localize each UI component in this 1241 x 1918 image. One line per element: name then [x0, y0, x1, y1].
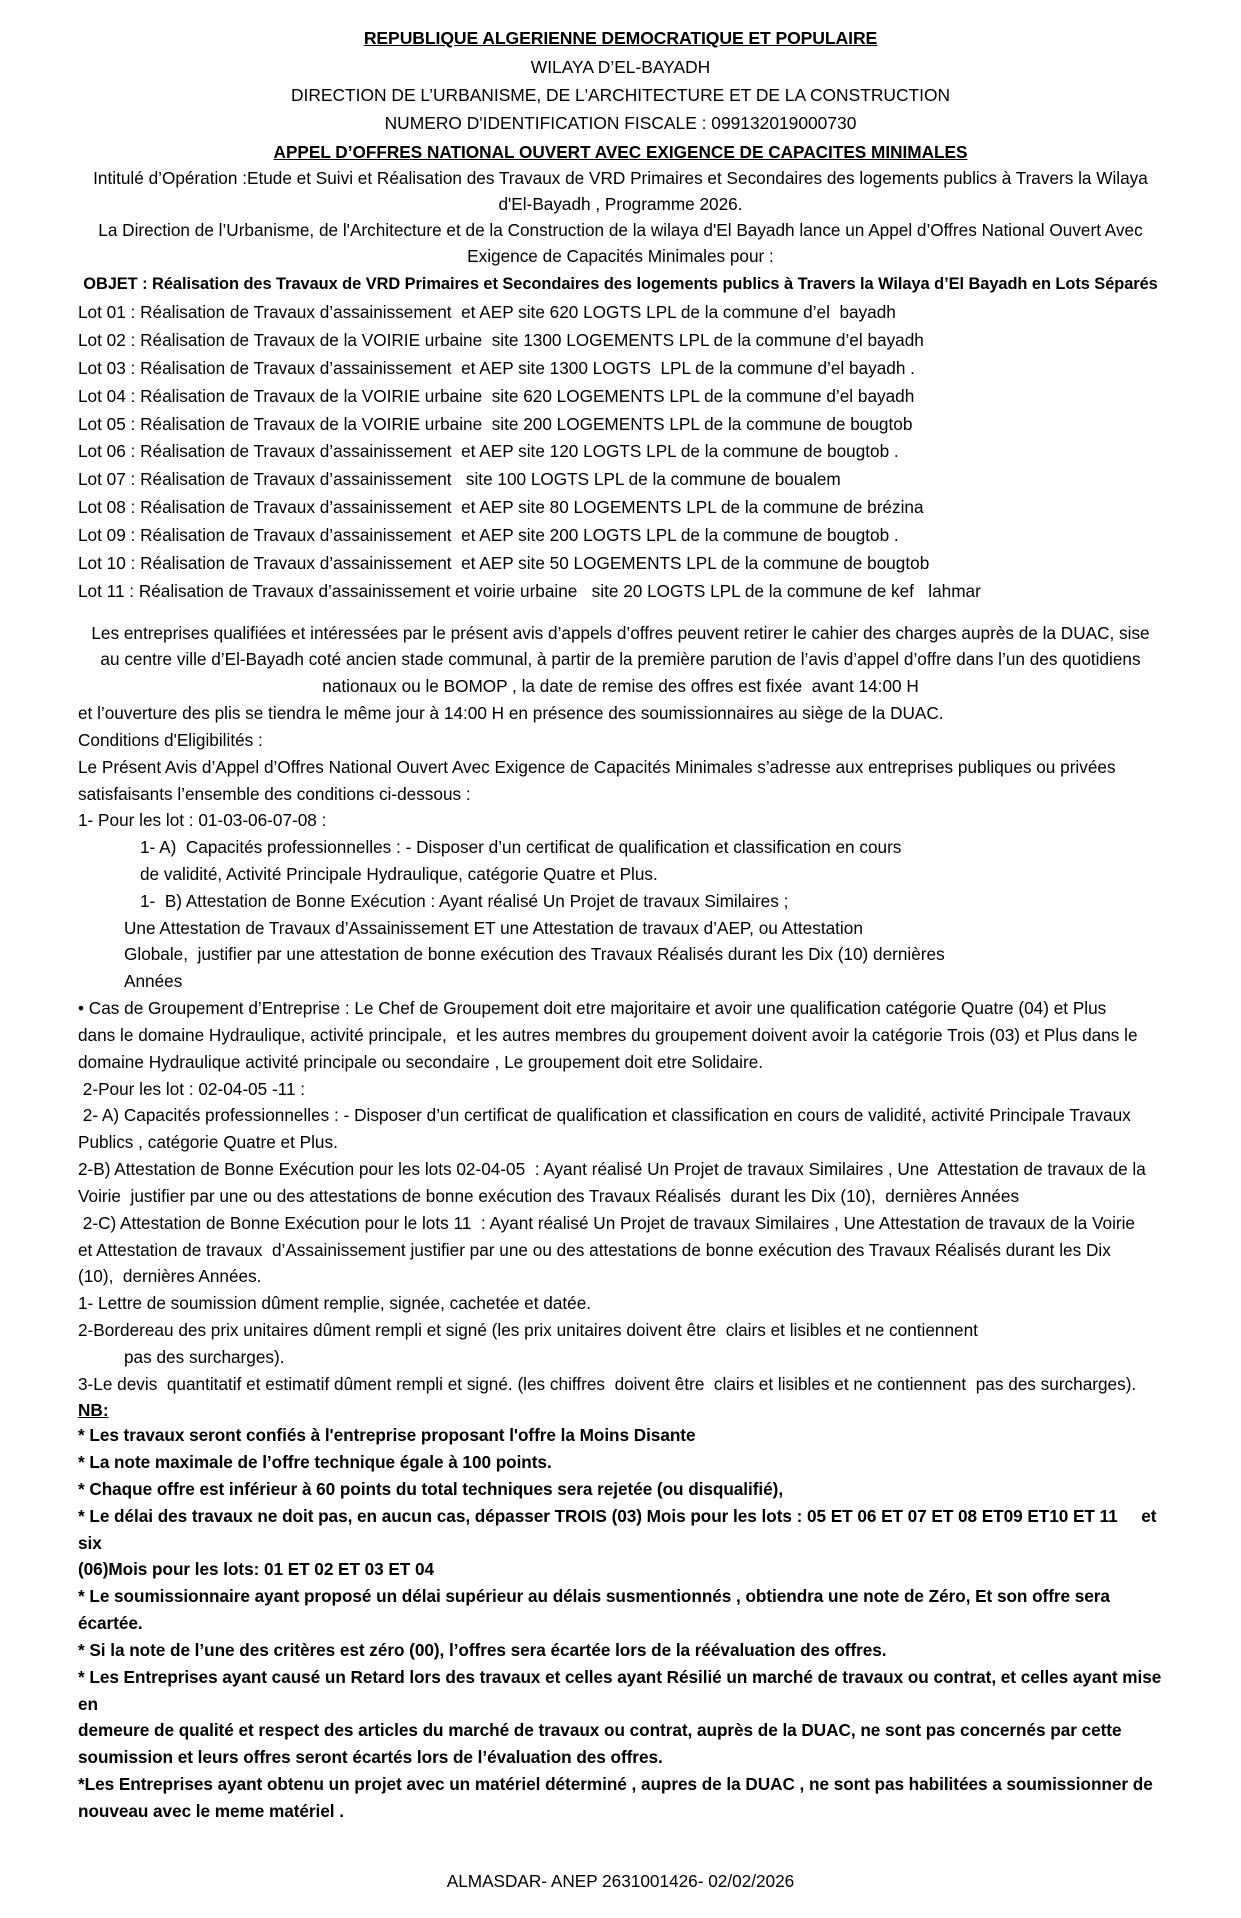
conditions-heading: Conditions d'Eligibilités : — [78, 729, 263, 750]
lot-item: Lot 09 : Réalisation de Travaux d’assainissement et AEP site 200 LOGTS LPL de la commune de bougtob . — [78, 524, 899, 545]
nb-list — [78, 1422, 1166, 1824]
nb-item: * Le soumissionnaire ayant proposé un délai supérieur au délais susmentionnés , obtiendra une note de Zéro, Et son offre sera écartée. — [78, 1586, 1115, 1634]
lot-item: Lot 04 : Réalisation de Travaux de la VOIRIE urbaine site 620 LOGEMENTS LPL de la commune d’el bayadh — [78, 385, 915, 406]
header-fiscal-id: NUMERO D'IDENTIFICATION FISCALE : 099132019000730 — [384, 113, 857, 134]
nb-item: * Les travaux seront confiés à l'entreprise proposant l'offre la Moins Disante — [78, 1425, 696, 1446]
lot-item: Lot 08 : Réalisation de Travaux d’assainissement et AEP site 80 LOGEMENTS LPL de la commune de brézina — [78, 497, 924, 518]
doc-requirement-3: 3-Le devis quantitatif et estimatif dûment rempli et signé. (les chiffres doivent être clairs et lisibles et ne contiennent pas des surcharges). — [78, 1373, 1137, 1394]
header-republic: REPUBLIQUE ALGERIENNE DEMOCRATIQUE ET POPULAIRE — [363, 28, 878, 48]
doc-requirement-2a: 2-Bordereau des prix unitaires dûment rempli et signé (les prix unitaires doivent être clairs et lisibles et ne contiennent — [78, 1320, 978, 1341]
group1-b-line-3: Globale, justifier par une attestation de bonne exécution des Travaux Réalisés durant les Dix (10) dernières — [124, 944, 945, 965]
nb-item: * Les Entreprises ayant causé un Retard lors des travaux et celles ayant Résilié un marché de travaux ou contrat, et celles ayant mise en — [78, 1666, 1166, 1714]
group2-a-line-1: 2- A) Capacités professionnelles : - Disposer d’un certificat de qualification et classification en cours de validité, activité Principale Travaux — [78, 1105, 1131, 1126]
groupement-line-3: domaine Hydraulique activité principale ou secondaire , Le groupement doit etre Solidaire. — [78, 1051, 764, 1072]
group1-a-line-2: de validité, Activité Principale Hydraulique, catégorie Quatre et Plus. — [140, 864, 658, 884]
lot-item: Lot 07 : Réalisation de Travaux d’assainissement site 100 LOGTS LPL de la commune de boualem — [78, 469, 841, 490]
lot-item: Lot 06 : Réalisation de Travaux d’assainissement et AEP site 120 LOGTS LPL de la commune de bougtob . — [78, 441, 899, 462]
spacer — [78, 606, 1163, 620]
lot-item: Lot 11 : Réalisation de Travaux d’assainissement et voirie urbaine site 20 LOGTS LPL de la commune de kef lahmar — [78, 580, 981, 601]
retrait-line-4: et l’ouverture des plis se tiendra le même jour à 14:00 H en présence des soumissionnaires au siège de la DUAC. — [78, 703, 944, 724]
objet-statement: OBJET : Réalisation des Travaux de VRD Primaires et Secondaires des logements publics à Travers la Wilaya d’El Bayadh en Lots Séparés — [83, 275, 1158, 294]
nb-item: * Le délai des travaux ne doit pas, en aucun cas, dépasser TROIS (03) Mois pour les lots : 05 ET 06 ET 07 ET 08 ET09 ET10 ET 11 et six — [78, 1505, 1162, 1553]
lot-item: Lot 10 : Réalisation de Travaux d’assainissement et AEP site 50 LOGEMENTS LPL de la commune de bougtob — [78, 552, 930, 573]
group2-b-line-1: 2-B) Attestation de Bonne Exécution pour les lots 02-04-05 : Ayant réalisé Un Projet de travaux Similaires , Une Attestation de travaux de la — [78, 1159, 1146, 1180]
intro-line-2: d'El-Bayadh , Programme 2026. — [498, 194, 743, 215]
conditions-lead-2: satisfaisants l’ensemble des conditions ci-dessous : — [78, 783, 471, 804]
nb-item: * Si la note de l’une des critères est zéro (00), l’offres sera écartée lors de la réévaluation des offres. — [78, 1639, 887, 1660]
nb-item: *Les Entreprises ayant obtenu un projet avec un matériel déterminé , aupres de la DUAC , ne sont pas habilitées a soumissionner de — [78, 1774, 1153, 1795]
doc-requirement-2b: pas des surcharges). — [124, 1346, 285, 1367]
doc-requirement-1: 1- Lettre de soumission dûment remplie, signée, cachetée et datée. — [78, 1293, 592, 1314]
groupement-line-1: • Cas de Groupement d’Entreprise : Le Chef de Groupement doit etre majoritaire et avoir une qualification catégorie Quatre (04) et Plus — [78, 998, 1107, 1019]
header-direction: DIRECTION DE L’URBANISME, DE L'ARCHITECTURE ET DE LA CONSTRUCTION — [290, 85, 951, 106]
header-wilaya: WILAYA D’EL-BAYADH — [530, 57, 711, 78]
group2-a-line-2: Publics , catégorie Quatre et Plus. — [78, 1132, 338, 1153]
nb-item: demeure de qualité et respect des articles du marché de travaux ou contrat, auprès de la DUAC, ne sont pas concernés par cette — [78, 1720, 1122, 1741]
group2-title: 2-Pour les lot : 02-04-05 -11 : — [78, 1078, 306, 1099]
conditions-lead-1: Le Présent Avis d’Appel d’Offres National Ouvert Avec Exigence de Capacités Minimales s’adresse aux entreprises publiques ou privées — [78, 756, 1116, 777]
nb-item: soumission et leurs offres seront écartés lors de l’évaluation des offres. — [78, 1747, 663, 1768]
lot-item: Lot 01 : Réalisation de Travaux d’assainissement et AEP site 620 LOGTS LPL de la commune d’el bayadh — [78, 302, 896, 323]
group1-b-line-2: Une Attestation de Travaux d’Assainissement ET une Attestation de travaux d’AEP, ou Attestation — [124, 917, 863, 938]
group1-b-line-1: 1- B) Attestation de Bonne Exécution : Ayant réalisé Un Projet de travaux Similaires ; — [140, 890, 789, 911]
header-tender-title: APPEL D’OFFRES NATIONAL OUVERT AVEC EXIGENCE DE CAPACITES MINIMALES — [273, 141, 968, 162]
nb-item: * La note maximale de l’offre technique égale à 100 points. — [78, 1452, 552, 1473]
lots-list — [78, 299, 1163, 605]
nb-item: nouveau avec le meme matériel . — [78, 1800, 344, 1821]
intro-line-4: Exigence de Capacités Minimales pour : — [467, 245, 774, 266]
lot-item: Lot 03 : Réalisation de Travaux d’assainissement et AEP site 1300 LOGTS LPL de la commune d’el bayadh . — [78, 357, 915, 378]
group1-b-line-4: Années — [124, 971, 183, 992]
nb-item: (06)Mois pour les lots: 01 ET 02 ET 03 ET 04 — [78, 1559, 434, 1580]
retrait-line-3: nationaux ou le BOMOP , la date de remise des offres est fixée avant 14:00 H — [322, 676, 919, 697]
group2-c-line-3: (10), dernières Années. — [78, 1266, 262, 1287]
group2-c-line-1: 2-C) Attestation de Bonne Exécution pour le lots 11 : Ayant réalisé Un Projet de travaux Similaires , Une Attestation de travaux de la Voirie — [78, 1212, 1135, 1233]
lot-item: Lot 05 : Réalisation de Travaux de la VOIRIE urbaine site 200 LOGEMENTS LPL de la commune de bougtob — [78, 413, 913, 434]
footer-anep-reference: ALMASDAR- ANEP 2631001426- 02/02/2026 — [446, 1870, 795, 1891]
group2-b-line-2: Voirie justifier par une ou des attestations de bonne exécution des Travaux Réalisés durant les Dix (10), dernières Années — [78, 1185, 1020, 1206]
group1-title: 1- Pour les lot : 01-03-06-07-08 : — [78, 810, 327, 831]
nb-item: * Chaque offre est inférieur à 60 points du total techniques sera rejetée (ou disqualifié), — [78, 1478, 784, 1499]
retrait-line-1: Les entreprises qualifiées et intéressées par le présent avis d’appels d’offres peuvent retirer le cahier des charges auprès de la DUAC, sise — [91, 622, 1150, 643]
group2-c-line-2: et Attestation de travaux d’Assainissement justifier par une ou des attestations de bonne exécution des Travaux Réalisés durant les Dix — [78, 1239, 1111, 1260]
groupement-line-2: dans le domaine Hydraulique, activité principale, et les autres membres du groupement doivent avoir la catégorie Trois (03) et Plus dans le — [78, 1024, 1138, 1045]
intro-line-3: La Direction de l’Urbanisme, de l'Architecture et de la Construction de la wilaya d'El Bayadh lance un Appel d’Offres National Ouvert Avec — [98, 219, 1143, 240]
nb-label: NB: — [78, 1399, 109, 1420]
intro-line-1: Intitulé d’Opération :Etude et Suivi et Réalisation des Travaux de VRD Primaires et Secondaires des logements publics à Travers la Wilaya — [93, 168, 1148, 189]
retrait-line-2: au centre ville d’El-Bayadh coté ancien stade communal, à partir de la première parution de l’avis d’appel d’offre dans l’un des quotidiens — [100, 649, 1141, 670]
group1-a-line-1: 1- A) Capacités professionnelles : - Disposer d’un certificat de qualification et classification en cours — [140, 837, 902, 858]
lot-item: Lot 02 : Réalisation de Travaux de la VOIRIE urbaine site 1300 LOGEMENTS LPL de la commune d’el bayadh — [78, 329, 924, 350]
